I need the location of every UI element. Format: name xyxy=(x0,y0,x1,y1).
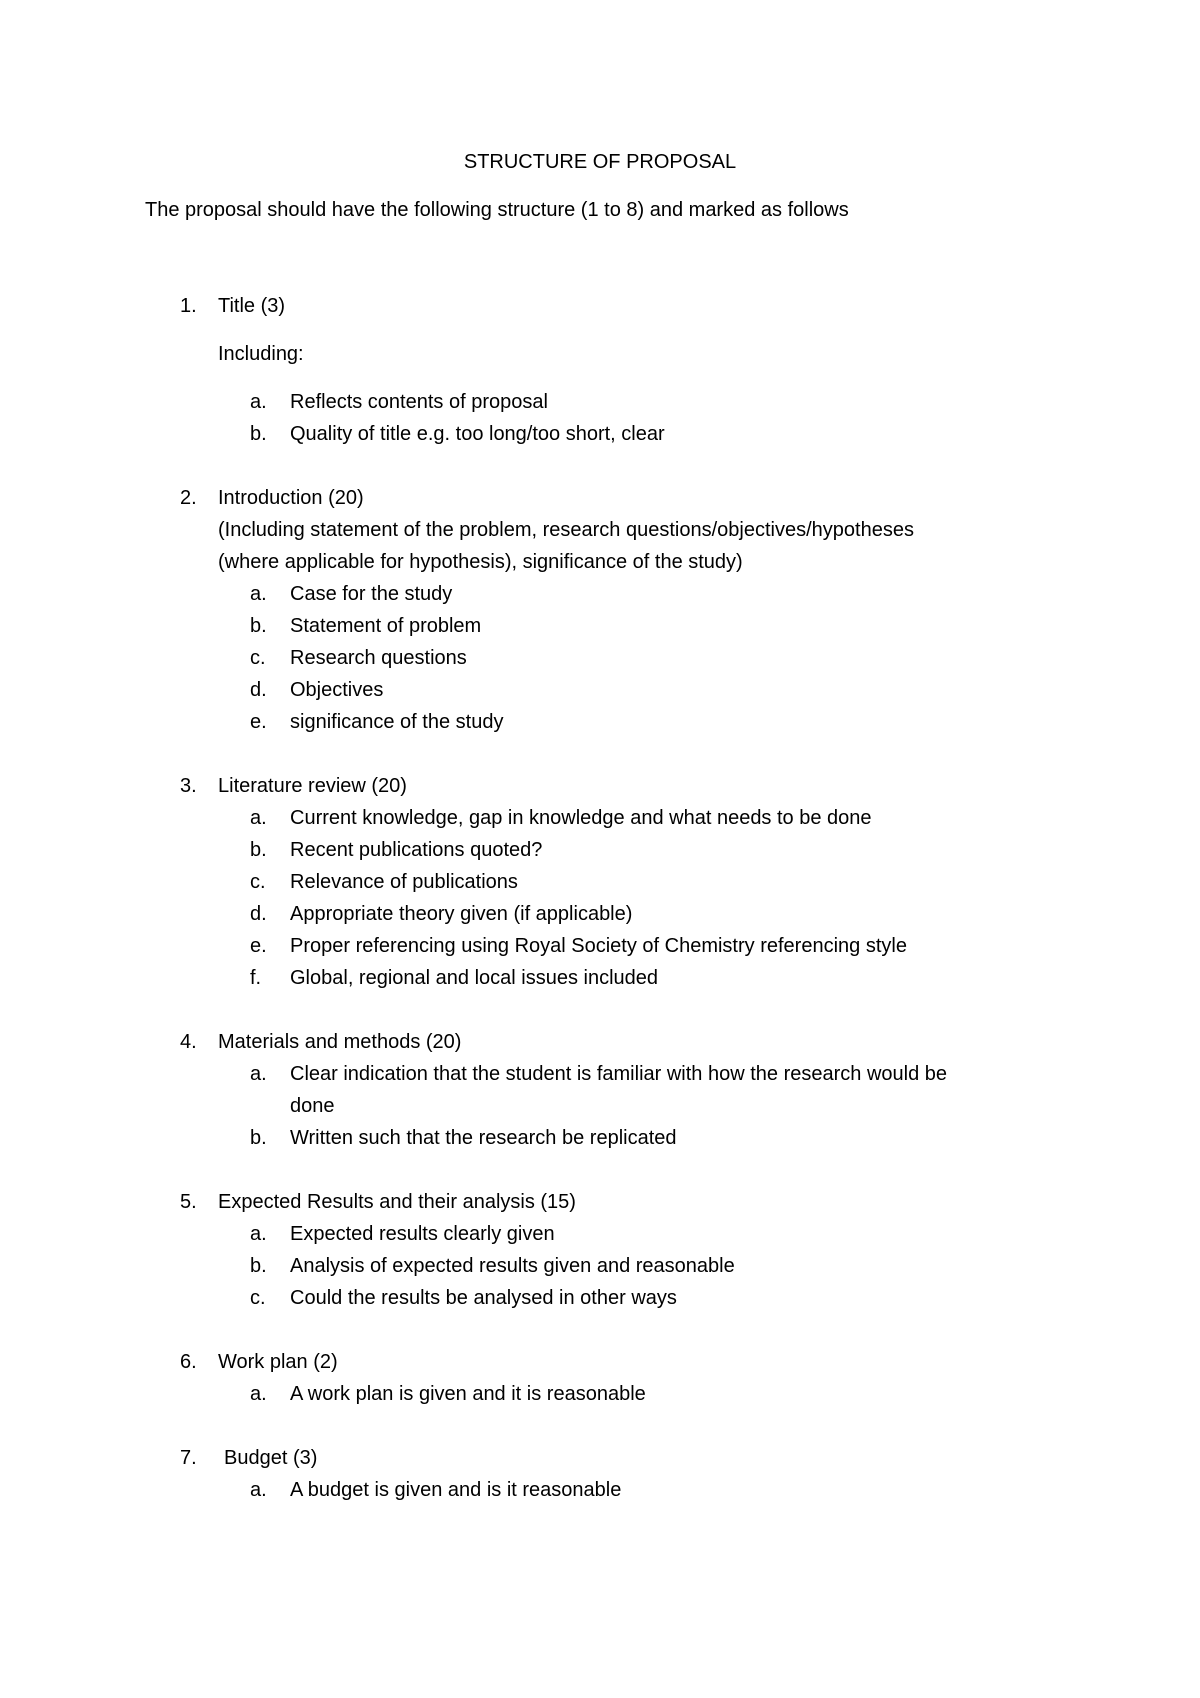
section-label: Budget (3) xyxy=(224,1447,318,1469)
item-letter: a. xyxy=(250,1223,267,1245)
section-number: 7. xyxy=(180,1447,197,1469)
item-text: Reflects contents of proposal xyxy=(290,391,548,413)
section-note: Including: xyxy=(218,343,304,365)
list-item xyxy=(0,386,1200,418)
item-letter: a. xyxy=(250,1479,267,1501)
item-letter: b. xyxy=(250,1255,267,1277)
list-item xyxy=(0,418,1200,450)
section-label: Literature review (20) xyxy=(218,775,407,797)
section-work-plan xyxy=(0,1346,1200,1410)
list-item xyxy=(0,578,1200,610)
item-text: Case for the study xyxy=(290,583,453,605)
list-item xyxy=(0,1122,1200,1154)
item-text: Could the results be analysed in other ways xyxy=(290,1287,677,1309)
section-heading xyxy=(0,482,1200,514)
section-label: Introduction (20) xyxy=(218,487,364,509)
item-text-continuation: done xyxy=(290,1095,335,1117)
item-letter: b. xyxy=(250,423,267,445)
list-item xyxy=(0,706,1200,738)
item-letter: f. xyxy=(250,967,262,989)
list-item xyxy=(0,1058,1200,1090)
list-item xyxy=(0,1218,1200,1250)
item-text: Global, regional and local issues included xyxy=(290,967,659,989)
list-item xyxy=(0,1282,1200,1314)
item-letter: a. xyxy=(250,1063,267,1085)
list-item xyxy=(0,1250,1200,1282)
item-text: Research questions xyxy=(290,647,467,669)
item-text: Recent publications quoted? xyxy=(290,839,543,861)
item-text: Current knowledge, gap in knowledge and what needs to be done xyxy=(290,807,872,829)
item-letter: a. xyxy=(250,583,267,605)
item-letter: c. xyxy=(250,647,266,669)
list-item xyxy=(0,930,1200,962)
list-item xyxy=(0,834,1200,866)
section-materials-methods xyxy=(0,1026,1200,1154)
section-heading xyxy=(0,1442,1200,1474)
section-title xyxy=(0,290,1200,322)
item-letter: d. xyxy=(250,679,267,701)
item-text: A budget is given and is it reasonable xyxy=(290,1479,622,1501)
section-label: Title (3) xyxy=(218,295,286,317)
section-introduction xyxy=(0,482,1200,738)
section-number: 3. xyxy=(180,775,197,797)
item-text: Clear indication that the student is familiar with how the research would be xyxy=(290,1063,948,1085)
section-budget xyxy=(0,1442,1200,1506)
section-number: 1. xyxy=(180,295,197,317)
item-text: Statement of problem xyxy=(290,615,482,637)
item-text: Expected results clearly given xyxy=(290,1223,555,1245)
item-letter: a. xyxy=(250,807,267,829)
section-label: Work plan (2) xyxy=(218,1351,338,1373)
item-text: Appropriate theory given (if applicable) xyxy=(290,903,633,925)
item-letter: a. xyxy=(250,1383,267,1405)
section-number: 5. xyxy=(180,1191,197,1213)
section-number: 2. xyxy=(180,487,197,509)
item-letter: a. xyxy=(250,391,267,413)
list-item xyxy=(0,866,1200,898)
item-text: Analysis of expected results given and reasonable xyxy=(290,1255,735,1277)
section-expected-results xyxy=(0,1186,1200,1314)
item-text: Proper referencing using Royal Society of Chemistry referencing style xyxy=(290,935,907,957)
section-heading xyxy=(0,1186,1200,1218)
list-item xyxy=(0,610,1200,642)
list-item xyxy=(0,642,1200,674)
intro-text: The proposal should have the following structure (1 to 8) and marked as follows xyxy=(145,199,849,221)
section-number: 4. xyxy=(180,1031,197,1053)
list-item xyxy=(0,962,1200,994)
item-letter: b. xyxy=(250,839,267,861)
item-text: A work plan is given and it is reasonable xyxy=(290,1383,646,1405)
item-text: Objectives xyxy=(290,679,384,701)
list-item xyxy=(0,674,1200,706)
item-letter: c. xyxy=(250,871,266,893)
item-text: Written such that the research be replicated xyxy=(290,1127,677,1149)
list-item xyxy=(0,1474,1200,1506)
list-item xyxy=(0,898,1200,930)
page-title: STRUCTURE OF PROPOSAL xyxy=(463,151,737,173)
section-heading xyxy=(0,1346,1200,1378)
section-heading xyxy=(0,1026,1200,1058)
section-label: Expected Results and their analysis (15) xyxy=(218,1191,576,1213)
item-letter: b. xyxy=(250,615,267,637)
section-title-note xyxy=(0,338,1200,370)
section-note-line: (Including statement of the problem, research questions/objectives/hypotheses xyxy=(218,519,914,541)
section-literature-review xyxy=(0,770,1200,994)
item-letter: d. xyxy=(250,903,267,925)
section-note-line: (where applicable for hypothesis), significance of the study) xyxy=(218,551,743,573)
item-text: Relevance of publications xyxy=(290,871,518,893)
section-label: Materials and methods (20) xyxy=(218,1031,462,1053)
item-letter: e. xyxy=(250,711,267,733)
list-item xyxy=(0,1378,1200,1410)
section-heading xyxy=(0,290,1200,322)
item-letter: c. xyxy=(250,1287,266,1309)
item-letter: b. xyxy=(250,1127,267,1149)
item-text: Quality of title e.g. too long/too short, clear xyxy=(290,423,665,445)
list-item xyxy=(0,802,1200,834)
section-number: 6. xyxy=(180,1351,197,1373)
item-letter: e. xyxy=(250,935,267,957)
section-title-items xyxy=(0,386,1200,450)
section-heading xyxy=(0,770,1200,802)
item-text: significance of the study xyxy=(290,711,504,733)
